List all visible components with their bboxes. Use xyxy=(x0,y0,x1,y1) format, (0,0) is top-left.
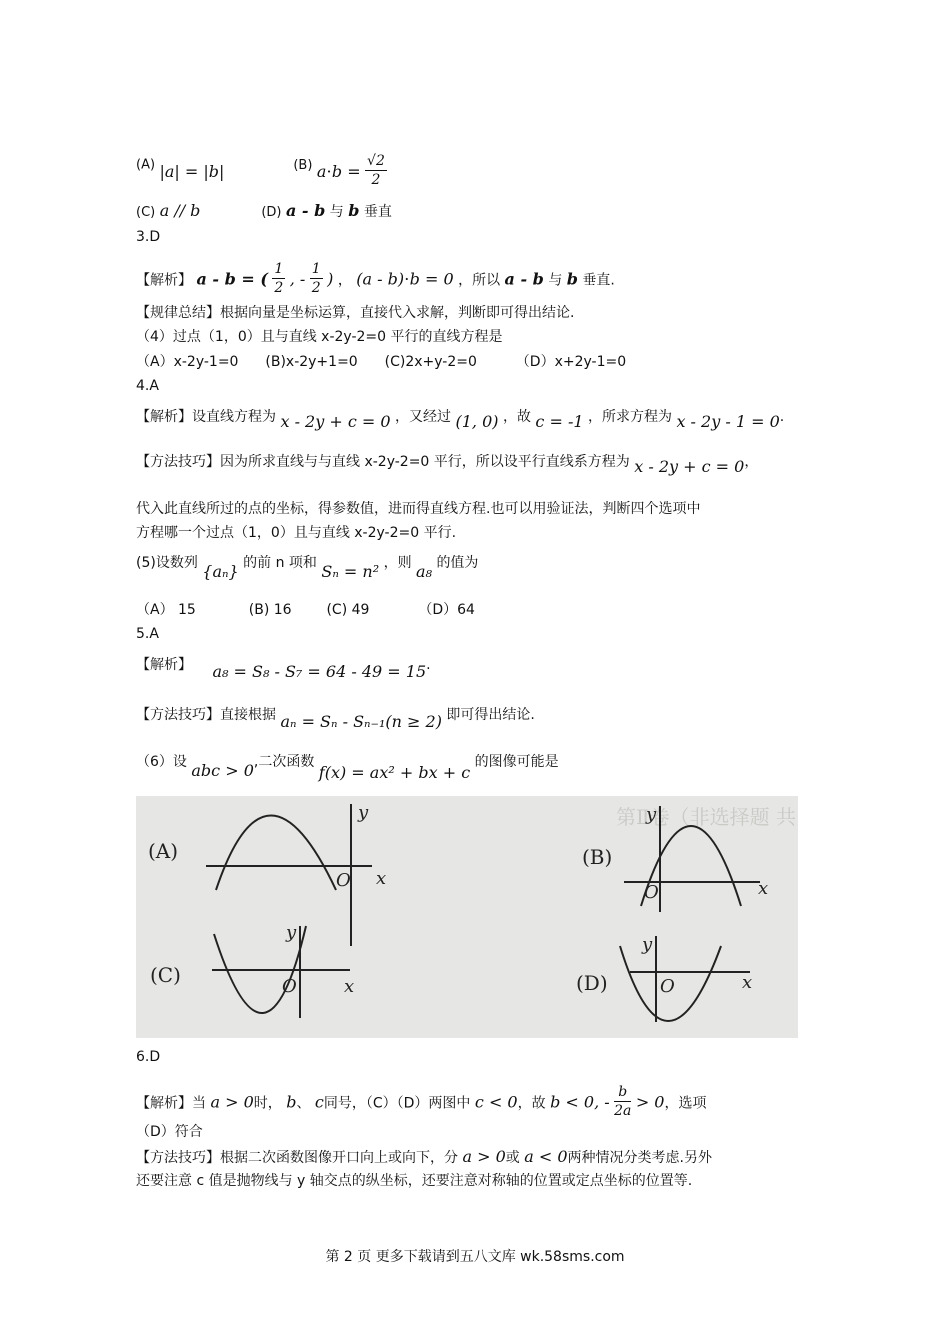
q4-analysis-text4: ，所求方程为 xyxy=(587,409,672,425)
q5-math3: a₈ xyxy=(416,562,432,581)
q5-method xyxy=(136,705,535,731)
q4-analysis-math1: x - 2y + c = 0 xyxy=(280,412,391,431)
q5-analysis xyxy=(136,655,431,681)
q5-question xyxy=(136,553,479,581)
option-d-math2: b xyxy=(348,201,360,220)
q4-option-d: （D）x+2y-1=0 xyxy=(515,354,627,370)
q5-method-text1: 直接根据 xyxy=(220,707,276,723)
q3-analysis-text1: ， xyxy=(337,272,352,289)
q6-analysis-math2: b xyxy=(286,1092,297,1112)
method-tag: 【方法技巧】 xyxy=(136,454,220,470)
q3-options-row1 xyxy=(136,146,387,188)
q6-analysis-text5: ，故 xyxy=(517,1095,546,1112)
option-b-label: (B) xyxy=(293,157,313,173)
q6-analysis-math4: c < 0 xyxy=(474,1092,518,1112)
q6-frac-den: 2a xyxy=(614,1103,632,1119)
q4-option-a: （A）x-2y-1=0 xyxy=(136,354,239,370)
q3-answer: 3.D xyxy=(136,229,161,245)
q3-analysis-mid: , - xyxy=(289,269,306,289)
q6-math2: f(x) = ax² + bx + c xyxy=(318,763,471,782)
q4-method-line3: 方程哪一个过点（1，0）且与直线 x-2y-2=0 平行. xyxy=(136,525,457,541)
graph-c-y-label: y xyxy=(286,922,297,943)
q3-analysis-close: ) xyxy=(327,269,334,289)
q5-analysis-end: . xyxy=(426,657,431,673)
graph-c-origin: O xyxy=(282,976,297,997)
graph-b-label: (B) xyxy=(582,845,613,869)
option-d-text1: 与 xyxy=(329,204,344,220)
q3-frac2-den: 2 xyxy=(311,280,321,296)
analysis-tag: 【解析】 xyxy=(136,1095,192,1112)
q3-analysis-text3: 与 xyxy=(548,272,563,289)
q6-method-math1: a > 0 xyxy=(462,1147,506,1166)
q5-method-text2: 即可得出结论. xyxy=(446,707,535,723)
q4-analysis-text1: 设直线方程为 xyxy=(192,409,276,425)
q4-method-math1: x - 2y + c = 0 xyxy=(634,457,745,476)
graph-d-origin: O xyxy=(660,976,675,997)
q6-method-line2: 还要注意 c 值是抛物线与 y 轴交点的纵坐标，还要注意对称轴的位置或定点坐标的位置等. xyxy=(136,1173,693,1189)
q4-analysis-text2: ，又经过 xyxy=(395,409,452,425)
q6-text1: （6）设 xyxy=(136,754,187,770)
graph-a-label: (A) xyxy=(148,839,179,863)
graph-a-y-label: y xyxy=(358,802,369,823)
q3-analysis-math1: a - b = ( xyxy=(196,269,268,289)
option-d-math: a - b xyxy=(285,201,326,220)
option-b-numerator: √2 xyxy=(367,153,385,169)
q6-method-math2: a < 0 xyxy=(524,1147,568,1166)
q6-analysis-math5: b < 0, - xyxy=(550,1092,610,1112)
q6-text3: 的图像可能是 xyxy=(474,754,559,770)
q6-analysis-text6: ，选项 xyxy=(664,1095,707,1112)
q4-options xyxy=(136,353,626,371)
q3-frac2-num: 1 xyxy=(311,261,321,277)
summary-tag: 【规律总结】 xyxy=(136,305,220,321)
option-c-math: a // b xyxy=(159,201,201,220)
graph-c xyxy=(150,922,354,1018)
graph-d-x-label: x xyxy=(742,972,753,993)
q3-analysis-text4: 垂直. xyxy=(582,272,615,289)
method-tag: 【方法技巧】 xyxy=(136,1150,220,1166)
q5-text4: 的值为 xyxy=(436,555,479,571)
background-text: 第Ⅱ卷（非选择题 共 xyxy=(616,805,796,829)
q4-analysis-math2: (1, 0) xyxy=(455,412,499,431)
q5-text1: (5)设数列 xyxy=(136,555,198,571)
q3-frac1-den: 2 xyxy=(274,280,284,296)
q4-option-b: (B)x-2y+1=0 xyxy=(265,354,358,370)
q6-answer: 6.D xyxy=(136,1049,161,1065)
q3-analysis-math4: b xyxy=(566,269,578,289)
graph-d-y-label: y xyxy=(642,934,653,955)
q5-options xyxy=(136,601,475,619)
q6-analysis-text3: 、 xyxy=(296,1095,311,1112)
q3-frac2 xyxy=(310,260,323,297)
q6-analysis-text2: 时， xyxy=(253,1095,282,1112)
graph-a xyxy=(148,802,386,946)
q5-math1: {aₙ} xyxy=(202,562,239,581)
q4-option-c: (C)2x+y-2=0 xyxy=(384,354,477,370)
q5-text3: ，则 xyxy=(383,555,412,571)
q6-math1: abc > 0 xyxy=(191,761,254,780)
q6-analysis-text4: 同号，（C）（D）两图中 xyxy=(323,1095,471,1112)
q6-method xyxy=(136,1148,712,1167)
option-b-denominator: 2 xyxy=(371,172,381,188)
q6-text2: ,二次函数 xyxy=(253,754,315,770)
graph-a-x-label: x xyxy=(376,868,387,889)
q4-question: （4）过点（1，0）且与直线 x-2y-2=0 平行的直线方程是 xyxy=(136,329,503,345)
graph-b-y-label: y xyxy=(646,804,657,825)
q6-frac xyxy=(614,1083,631,1120)
q5-option-d: （D）64 xyxy=(418,602,475,618)
q3-analysis xyxy=(136,262,615,299)
q6-analysis-line2: （D）符合 xyxy=(136,1124,203,1140)
q4-method-text2: ， xyxy=(744,454,759,470)
q5-option-c: (C) 49 xyxy=(326,602,370,618)
graph-a-origin: O xyxy=(336,870,351,891)
graph-d-label: (D) xyxy=(576,971,608,995)
q6-analysis-math3: c xyxy=(314,1092,324,1112)
q3-analysis-math2: (a - b)⋅b = 0 xyxy=(356,269,454,289)
graph-b-origin: O xyxy=(644,882,659,903)
option-c-label: (C) xyxy=(136,205,156,220)
q3-analysis-text2: ，所以 xyxy=(458,272,501,289)
q4-analysis-text5: . xyxy=(779,409,785,425)
graph-a-parabola xyxy=(216,816,336,891)
q6-method-text1: 根据二次函数图像开口向上或向下，分 xyxy=(220,1150,458,1166)
q5-option-a: （A） 15 xyxy=(136,602,196,618)
q3-analysis-math3: a - b xyxy=(504,269,544,289)
q4-analysis-text3: ，故 xyxy=(502,409,531,425)
option-d-label: (D) xyxy=(261,205,282,220)
q5-text2: 的前 n 项和 xyxy=(243,555,317,571)
q6-method-text2: 或 xyxy=(505,1150,520,1166)
q6-question xyxy=(136,752,559,782)
option-b-math: a⋅b = xyxy=(316,161,361,181)
q4-analysis xyxy=(136,407,785,431)
q5-method-math: aₙ = Sₙ - Sₙ₋₁(n ≥ 2) xyxy=(280,712,442,731)
q3-summary xyxy=(136,304,574,322)
q6-analysis xyxy=(136,1085,706,1122)
q5-option-b: (B) 16 xyxy=(248,602,292,618)
analysis-tag: 【解析】 xyxy=(136,657,192,673)
q6-frac-num: b xyxy=(614,1083,631,1102)
analysis-tag: 【解析】 xyxy=(136,272,192,289)
q5-math2: Sₙ = n² xyxy=(321,562,380,581)
graph-b-x-label: x xyxy=(758,878,769,899)
q6-analysis-text1: 当 xyxy=(192,1095,206,1112)
q5-analysis-math: a₈ = S₈ - S₇ = 64 - 49 = 15 xyxy=(212,662,427,681)
method-tag: 【方法技巧】 xyxy=(136,707,220,723)
q4-method-line2: 代入此直线所过的点的坐标，得参数值，进而得直线方程.也可以用验证法，判断四个选项中 xyxy=(136,501,701,517)
q3-options-row2 xyxy=(136,202,392,222)
q5-answer: 5.A xyxy=(136,626,159,642)
summary-text: 根据向量是坐标运算，直接代入求解，判断即可得出结论. xyxy=(220,305,575,321)
graph-c-label: (C) xyxy=(150,963,181,987)
q3-frac1 xyxy=(272,260,285,297)
option-d-text2: 垂直 xyxy=(363,204,392,220)
graph-d xyxy=(576,934,752,1022)
q4-analysis-math4: x - 2y - 1 = 0 xyxy=(676,412,780,431)
q4-method-text1: 因为所求直线与与直线 x-2y-2=0 平行，所以设平行直线系方程为 xyxy=(220,454,630,470)
analysis-tag: 【解析】 xyxy=(136,409,192,425)
parabola-figure xyxy=(136,796,798,1038)
page-footer: 第 2 页 更多下载请到五八文库 wk.58sms.com xyxy=(325,1249,625,1265)
option-b-fraction xyxy=(365,152,387,189)
option-a-math: |a| = |b| xyxy=(159,161,225,181)
option-a-label: (A) xyxy=(136,157,156,173)
q3-frac1-num: 1 xyxy=(274,261,284,277)
q4-answer: 4.A xyxy=(136,378,159,394)
q6-analysis-math1: a > 0 xyxy=(210,1092,254,1112)
graph-c-x-label: x xyxy=(344,976,355,997)
parabola-graphs-svg xyxy=(136,796,798,1038)
q4-analysis-math3: c = -1 xyxy=(535,412,584,431)
q6-analysis-math6: > 0 xyxy=(635,1092,665,1112)
q4-method xyxy=(136,452,759,476)
q6-method-text3: 两种情况分类考虑.另外 xyxy=(567,1150,712,1166)
